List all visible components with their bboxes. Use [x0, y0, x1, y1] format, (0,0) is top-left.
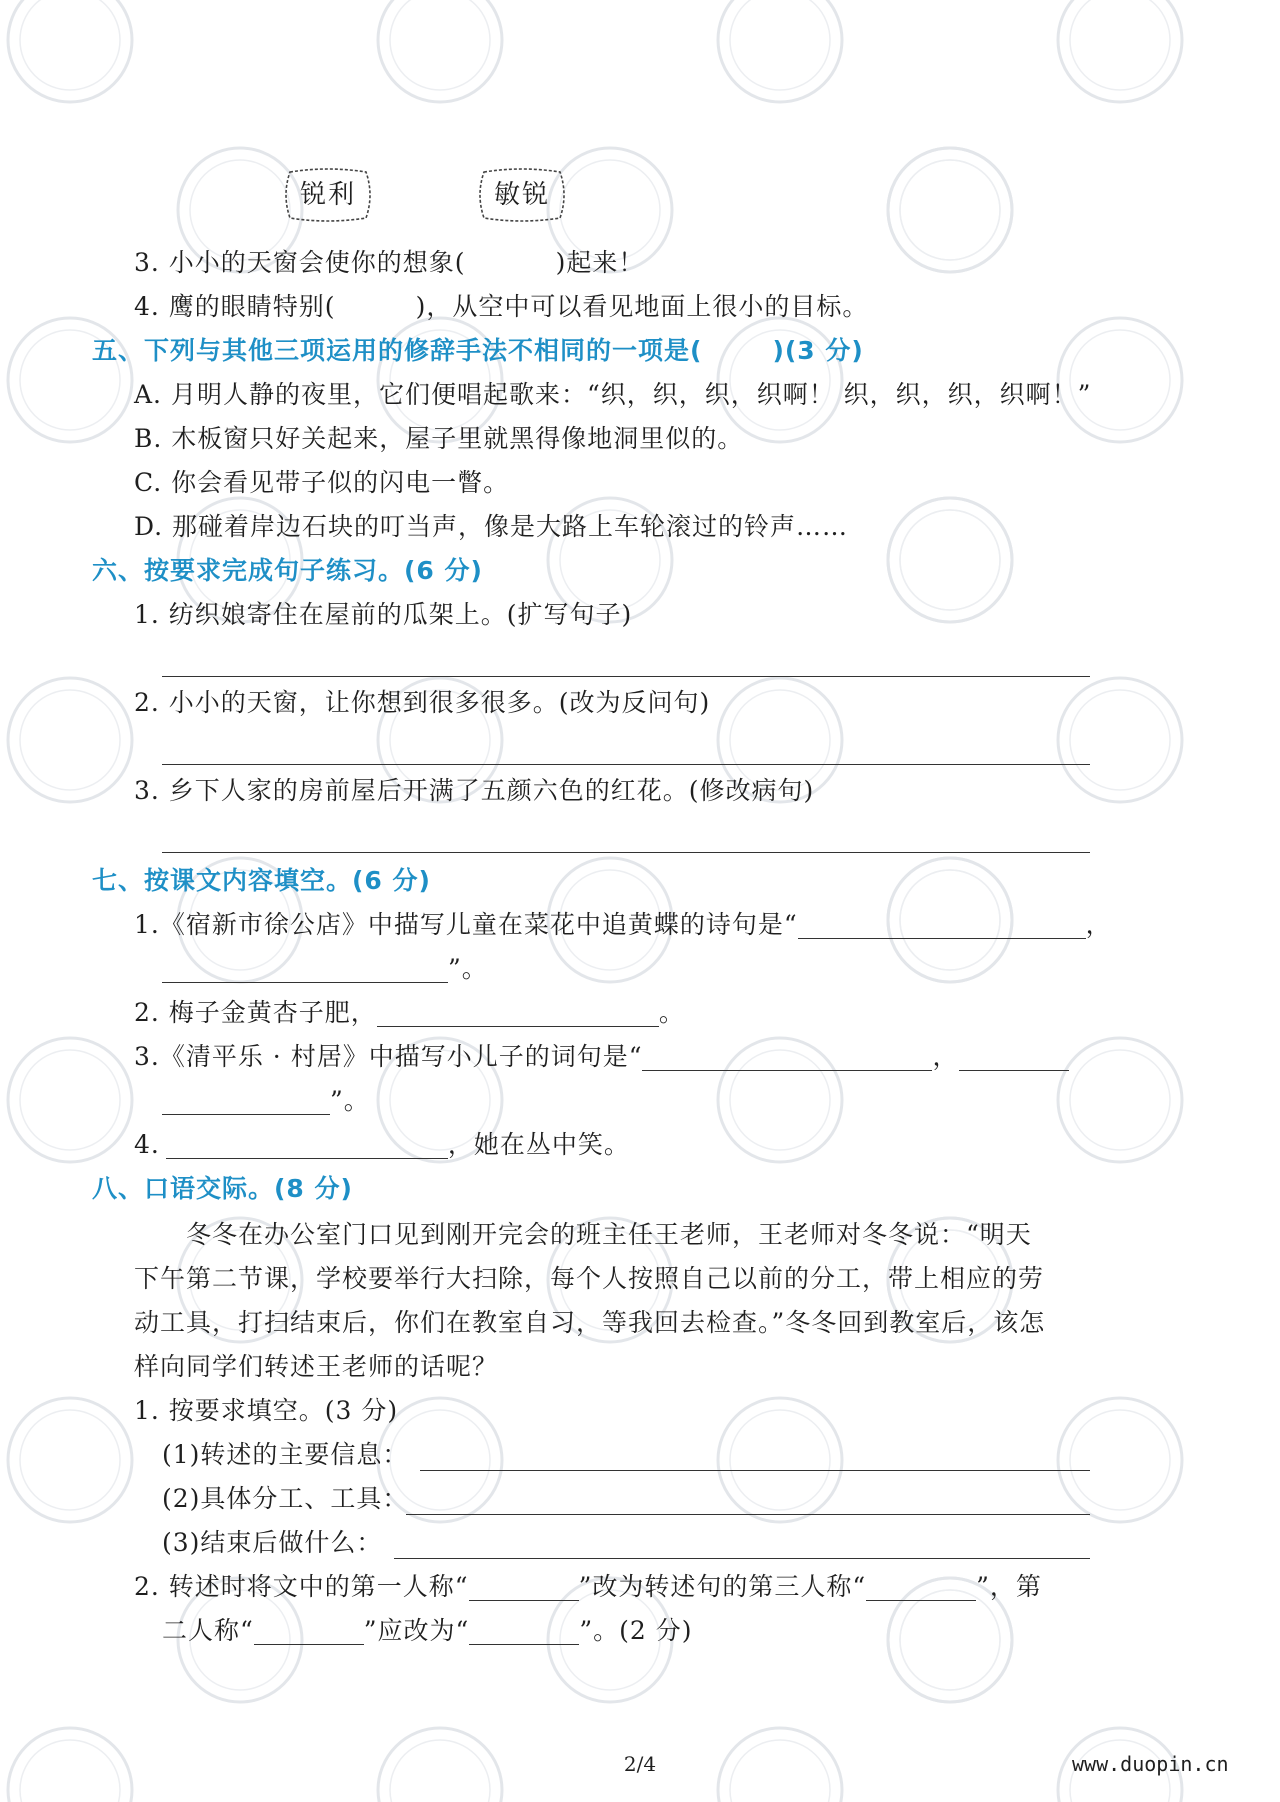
watermark-stamp: [378, 1728, 502, 1802]
watermark-stamp: [8, 0, 132, 102]
paragraph-line-3: 动工具，打扫结束后，你们在教室自习，等我回去检查。”冬冬回到教室后，该怎: [134, 1308, 1046, 1337]
text: ，她在丛中笑。: [447, 1130, 630, 1159]
text: ，: [932, 1042, 959, 1071]
paragraph-line-4: 样向同学们转述王老师的话呢？: [134, 1352, 499, 1381]
text: 3. 小小的天窗会使你的想象(: [134, 248, 466, 277]
page-number: 2/4: [623, 1752, 657, 1776]
answer-blank[interactable]: [798, 912, 1086, 939]
question-8-1-3: [162, 1526, 382, 1560]
answer-line[interactable]: [420, 1470, 1090, 1471]
answer-blank[interactable]: [866, 1574, 976, 1601]
watermark-stamp: [1058, 0, 1182, 102]
text: ”改为转述句的第三人称“: [578, 1572, 867, 1601]
text: )，从空中可以看见地面上很小的目标。: [415, 292, 869, 321]
watermark-stamp: [888, 148, 1012, 272]
text: 。: [658, 998, 685, 1027]
text: (3)结束后做什么：: [162, 1528, 383, 1557]
question-8-2-cont: [162, 1614, 692, 1648]
watermark-stamp: [888, 498, 1012, 622]
text: 二人称“: [162, 1616, 254, 1645]
text: (2)具体分工、工具：: [162, 1484, 409, 1513]
question-7-3-cont: [162, 1084, 370, 1118]
option-a: A. 月明人静的夜里，它们便唱起歌来：“织，织，织，织啊！ 织，织，织，织啊！”: [134, 380, 1092, 409]
question-4-4: [134, 290, 868, 324]
question-7-4: [134, 1128, 630, 1162]
watermark-stamp: [718, 1398, 842, 1522]
paragraph-line-2: 下午第二节课，学校要举行大扫除，每个人按照自己以前的分工，带上相应的劳: [134, 1264, 1045, 1293]
text: )(3 分): [772, 336, 864, 365]
question-6-2: 2. 小小的天窗，让你想到很多很多。(改为反问句): [134, 688, 711, 717]
answer-blank[interactable]: [469, 1574, 579, 1601]
watermark-stamp: [8, 1728, 132, 1802]
text: (1)转述的主要信息：: [162, 1440, 409, 1469]
watermark-stamp: [888, 148, 1012, 272]
answer-blank[interactable]: [959, 1044, 1069, 1071]
text: 4. 鹰的眼睛特别(: [134, 292, 336, 321]
answer-line[interactable]: [406, 1514, 1090, 1515]
text: ”。: [448, 954, 488, 983]
question-6-1: 1. 纺织娘寄住在屋前的瓜架上。(扩写句子): [134, 600, 633, 629]
text: ，: [1085, 910, 1112, 939]
text: 1.《宿新市徐公店》中描写儿童在菜花中追黄蝶的诗句是“: [134, 910, 798, 939]
answer-blank[interactable]: [162, 956, 448, 983]
footer-url: www.duopin.cn: [1072, 1752, 1229, 1776]
text: ”。(2 分): [579, 1616, 693, 1645]
question-7-1: [134, 908, 1112, 942]
text: 4.: [134, 1130, 160, 1159]
question-7-1-cont: [162, 952, 488, 986]
watermark-stamp: [1058, 1038, 1182, 1162]
watermark-stamp: [8, 1038, 132, 1162]
paragraph-line-1: 冬冬在办公室门口见到刚开完会的班主任王老师，王老师对冬冬说：“明天: [186, 1220, 1032, 1249]
question-8-1-2: [162, 1482, 408, 1516]
question-6-3: 3. 乡下人家的房前屋后开满了五颜六色的红花。(修改病句): [134, 776, 815, 805]
option-b: B. 木板窗只好关起来，屋子里就黑得像地洞里似的。: [134, 424, 744, 453]
answer-blank[interactable]: [642, 1044, 932, 1071]
answer-blank[interactable]: [377, 1000, 659, 1027]
question-4-3: [134, 246, 644, 280]
section-8-title: 八、口语交际。(8 分): [92, 1174, 353, 1203]
watermark-stamp: [1058, 1398, 1182, 1522]
watermark-stamp: [1058, 678, 1182, 802]
answer-blank[interactable]: [254, 1618, 364, 1645]
word-box-2: [476, 168, 568, 222]
watermark-stamp: [718, 1728, 842, 1802]
option-c: C. 你会看见带子似的闪电一瞥。: [134, 468, 510, 497]
word-box-text: 敏锐: [493, 180, 550, 210]
question-7-3: [134, 1040, 1069, 1074]
section-7-title: 七、按课文内容填空。(6 分): [92, 866, 431, 895]
watermark-stamp: [888, 498, 1012, 622]
watermark-stamp: [8, 678, 132, 802]
text: 3.《清平乐 · 村居》中描写小儿子的词句是“: [134, 1042, 643, 1071]
answer-line[interactable]: [162, 676, 1090, 677]
text: )起来！: [555, 248, 645, 277]
word-box-1: [282, 168, 374, 222]
text: 2. 梅子金黄杏子肥，: [134, 998, 377, 1027]
watermark-stamp: [718, 0, 842, 102]
answer-line[interactable]: [394, 1558, 1090, 1559]
watermark-stamp: [8, 1398, 132, 1522]
section-6-title: 六、按要求完成句子练习。(6 分): [92, 556, 483, 585]
text: ”。: [330, 1086, 370, 1115]
section-5-title: [92, 334, 864, 368]
text: ”，第: [976, 1572, 1042, 1601]
answer-line[interactable]: [162, 852, 1090, 853]
answer-line[interactable]: [162, 764, 1090, 765]
text: ”应改为“: [363, 1616, 470, 1645]
answer-blank[interactable]: [162, 1088, 330, 1115]
answer-blank[interactable]: [469, 1618, 579, 1645]
answer-blank[interactable]: [166, 1132, 448, 1159]
text: 2. 转述时将文中的第一人称“: [134, 1572, 469, 1601]
text: 五、下列与其他三项运用的修辞手法不相同的一项是(: [92, 336, 703, 365]
question-8-1-1: [162, 1438, 408, 1472]
question-7-2: [134, 996, 685, 1030]
word-box-text: 锐利: [299, 180, 356, 210]
option-d: D. 那碰着岸边石块的叮当声，像是大路上车轮滚过的铃声……: [134, 512, 849, 541]
watermark-stamp: [378, 0, 502, 102]
question-8-1: 1. 按要求填空。(3 分): [134, 1396, 399, 1425]
question-8-2: [134, 1570, 1042, 1604]
